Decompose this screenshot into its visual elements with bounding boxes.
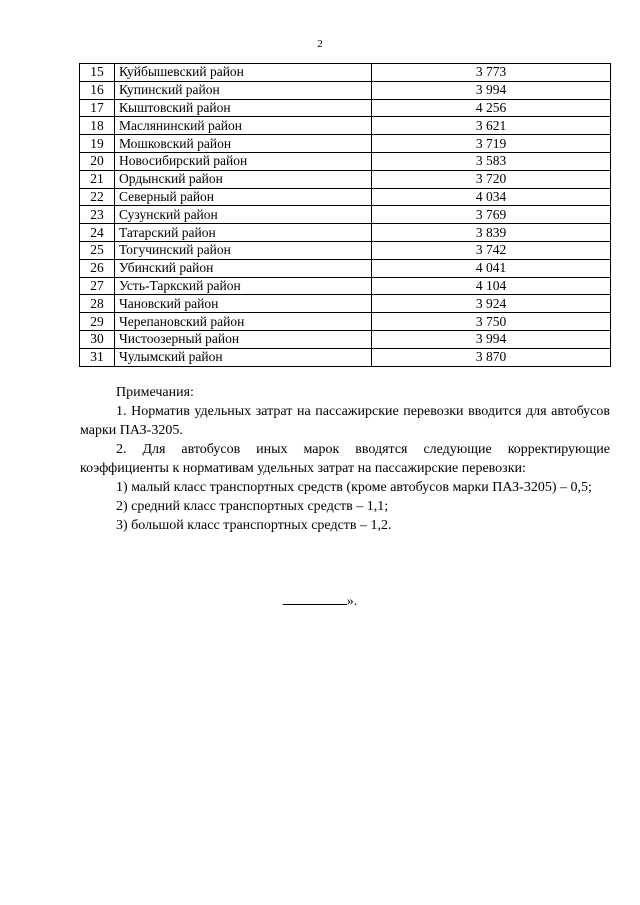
table-row [80,117,611,135]
cost-value-cell: 4 041 [372,259,611,277]
districts-table-body [80,64,611,367]
notes-section [80,383,610,535]
signature-underline [283,592,347,605]
district-name-cell: Северный район [115,188,372,206]
district-name-cell: Ордынский район [115,170,372,188]
district-name-cell: Новосибирский район [115,152,372,170]
row-number-cell: 19 [80,135,115,153]
page-number: 2 [317,38,323,50]
cost-value-cell: 3 924 [372,295,611,313]
table-row [80,99,611,117]
row-number-cell: 25 [80,241,115,259]
closing-quote: ». [346,594,358,609]
cost-value-cell: 3 769 [372,206,611,224]
district-name-cell: Маслянинский район [115,117,372,135]
cost-value-cell: 3 773 [372,64,611,82]
district-name-cell: Мошковский район [115,135,372,153]
table-row [80,348,611,366]
table-row [80,224,611,242]
cost-value-cell: 4 256 [372,99,611,117]
cost-value-cell: 3 583 [372,152,611,170]
table-row [80,188,611,206]
table-row [80,170,611,188]
row-number-cell: 17 [80,99,115,117]
notes-heading: Примечания: [116,385,194,400]
cost-value-cell: 3 720 [372,170,611,188]
cost-value-cell: 3 870 [372,348,611,366]
table-row [80,64,611,82]
row-number-cell: 29 [80,313,115,331]
table-row [80,295,611,313]
row-number-cell: 21 [80,170,115,188]
cost-value-cell: 3 994 [372,330,611,348]
table-row [80,81,611,99]
table-row [80,313,611,331]
row-number-cell: 16 [80,81,115,99]
cost-value-cell: 4 104 [372,277,611,295]
district-name-cell: Черепановский район [115,313,372,331]
note-item-small-class: 1) малый класс транспортных средств (кроме автобусов марки ПАЗ-3205) – 0,5; [116,480,592,495]
row-number-cell: 20 [80,152,115,170]
district-name-cell: Купинский район [115,81,372,99]
district-name-cell: Убинский район [115,259,372,277]
row-number-cell: 30 [80,330,115,348]
note-item-large-class: 3) большой класс транспортных средств – 1,2. [116,518,392,533]
table-row [80,259,611,277]
row-number-cell: 27 [80,277,115,295]
cost-value-cell: 3 621 [372,117,611,135]
cost-value-cell: 3 750 [372,313,611,331]
cost-value-cell: 3 719 [372,135,611,153]
table-row [80,277,611,295]
note-paragraph-1: 1. Норматив удельных затрат на пассажирские перевозки вводится для автобусов марки ПАЗ-3205. [80,404,610,438]
cost-value-cell: 3 839 [372,224,611,242]
row-number-cell: 23 [80,206,115,224]
table-row [80,135,611,153]
note-paragraph-2: 2. Для автобусов иных марок вводятся следующие корректирующие коэффициенты к нормативам удельных затрат на пассажирские перевозки: [80,442,610,476]
note-item-medium-class: 2) средний класс транспортных средств – 1,1; [116,499,389,514]
district-name-cell: Кыштовский район [115,99,372,117]
district-name-cell: Куйбышевский район [115,64,372,82]
table-row [80,241,611,259]
district-name-cell: Татарский район [115,224,372,242]
cost-value-cell: 3 994 [372,81,611,99]
district-name-cell: Сузунский район [115,206,372,224]
table-row [80,152,611,170]
cost-value-cell: 4 034 [372,188,611,206]
district-name-cell: Чистоозерный район [115,330,372,348]
table-row [80,330,611,348]
row-number-cell: 22 [80,188,115,206]
closing-line [0,592,640,610]
district-name-cell: Чановский район [115,295,372,313]
district-name-cell: Тогучинский район [115,241,372,259]
row-number-cell: 15 [80,64,115,82]
district-name-cell: Чулымский район [115,348,372,366]
row-number-cell: 28 [80,295,115,313]
district-name-cell: Усть-Таркский район [115,277,372,295]
row-number-cell: 31 [80,348,115,366]
row-number-cell: 24 [80,224,115,242]
table-row [80,206,611,224]
districts-table [79,63,611,367]
row-number-cell: 18 [80,117,115,135]
row-number-cell: 26 [80,259,115,277]
cost-value-cell: 3 742 [372,241,611,259]
